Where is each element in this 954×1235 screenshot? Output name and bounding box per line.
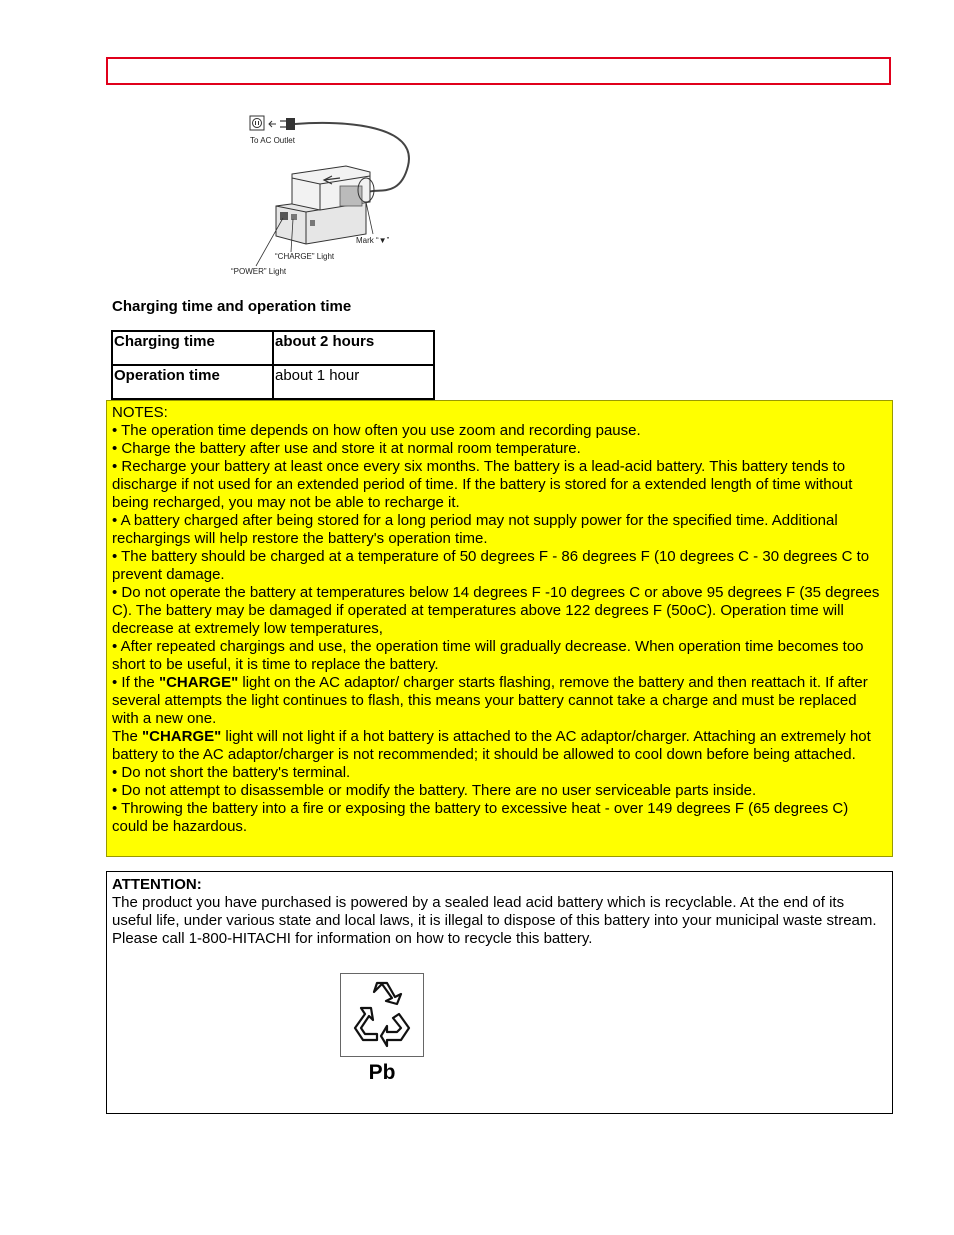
label-outlet: To AC Outlet bbox=[250, 136, 295, 145]
outlet-icon bbox=[250, 116, 264, 130]
note-bold: "CHARGE" bbox=[158, 674, 239, 691]
note-text: light will not light if a hot battery is attached to the AC adaptor/charger. Attaching an extremely hot battery to the AC adaptor/charger is not recommended; it should be allowed to cool down before being attached. bbox=[112, 728, 871, 763]
attention-call: Please call 1-800-HITACHI for information on how to recycle this battery. bbox=[112, 930, 593, 947]
note-item: • The operation time depends on how often you use zoom and recording pause. bbox=[112, 422, 641, 439]
note-item bbox=[112, 674, 887, 728]
attention-title: ATTENTION: bbox=[112, 876, 202, 893]
note-text: • If the bbox=[112, 674, 159, 691]
note-item: • Do not attempt to disassemble or modify the battery. There are no user serviceable parts inside. bbox=[112, 782, 757, 799]
attention-body: The product you have purchased is powered by a sealed lead acid battery which is recyclable. At the end of its useful life, under various state and local laws, it is illegal to dispose of this battery into your municipal waste stream. bbox=[112, 894, 877, 929]
note-item: • A battery charged after being stored for a long period may not supply power for the specified time. Additional rechargings will help restore the battery's operation time. bbox=[112, 512, 838, 547]
charger-icon bbox=[276, 166, 374, 244]
header-bar bbox=[106, 57, 891, 85]
note-item: • The battery should be charged at a temperature of 50 degrees F - 86 degrees F (10 degrees C - 30 degrees C to prevent damage. bbox=[112, 548, 870, 583]
note-text: light on the AC adaptor/ charger starts flashing, remove the battery and then reattach it. If after several attempts the light continues to flash, this means your battery cannot take a charge and must be replaced with a new one. bbox=[112, 674, 868, 727]
note-bold: "CHARGE" bbox=[142, 728, 222, 745]
charger-illustration bbox=[228, 106, 428, 281]
recycle-icon bbox=[340, 973, 424, 1057]
label-charge-light: “CHARGE” Light bbox=[275, 252, 335, 261]
note-item: • Recharge your battery at least once every six months. The battery is a lead-acid battery. This battery tends to discharge if not used for an extended period of time. If the battery is stored for a extended length of time without being recharged, you may not be able to recharge it. bbox=[112, 458, 853, 511]
table-row bbox=[112, 365, 434, 399]
notes-heading: NOTES: bbox=[112, 404, 168, 421]
section-title: Charging time and operation time bbox=[112, 298, 352, 315]
note-item: • After repeated chargings and use, the operation time will gradually decrease. When operation time becomes too short to be useful, it is time to replace the battery. bbox=[112, 638, 864, 673]
note-text: The bbox=[112, 728, 143, 745]
table-cell-label: Charging time bbox=[112, 331, 273, 365]
note-item bbox=[112, 728, 887, 764]
note-item: • Do not operate the battery at temperatures below 14 degrees F -10 degrees C or above 95 degrees F (35 degrees C). The battery may be damaged if operated at temperatures above 122 degrees F (50oC). Operation time will decrease at extremely low temperatures, bbox=[112, 584, 880, 637]
pb-label: Pb bbox=[368, 1061, 396, 1084]
table-cell-label: Operation time bbox=[112, 365, 273, 399]
note-item: • Do not short the battery's terminal. bbox=[112, 764, 351, 781]
note-item: • Charge the battery after use and store it at normal room temperature. bbox=[112, 440, 581, 457]
plug-icon bbox=[280, 118, 295, 130]
note-item: • Throwing the battery into a fire or exposing the battery to excessive heat - over 149 degrees F (65 degrees C) could be hazardous. bbox=[112, 800, 849, 835]
attention-box bbox=[106, 871, 893, 1114]
table-cell-value: about 1 hour bbox=[273, 365, 434, 399]
label-mark: Mark “▼” bbox=[356, 236, 390, 245]
table-cell-value: about 2 hours bbox=[273, 331, 434, 365]
table-row bbox=[112, 331, 434, 365]
notes-box bbox=[106, 400, 893, 857]
label-power-light: “POWER” Light bbox=[231, 267, 287, 276]
spec-table bbox=[111, 330, 435, 400]
